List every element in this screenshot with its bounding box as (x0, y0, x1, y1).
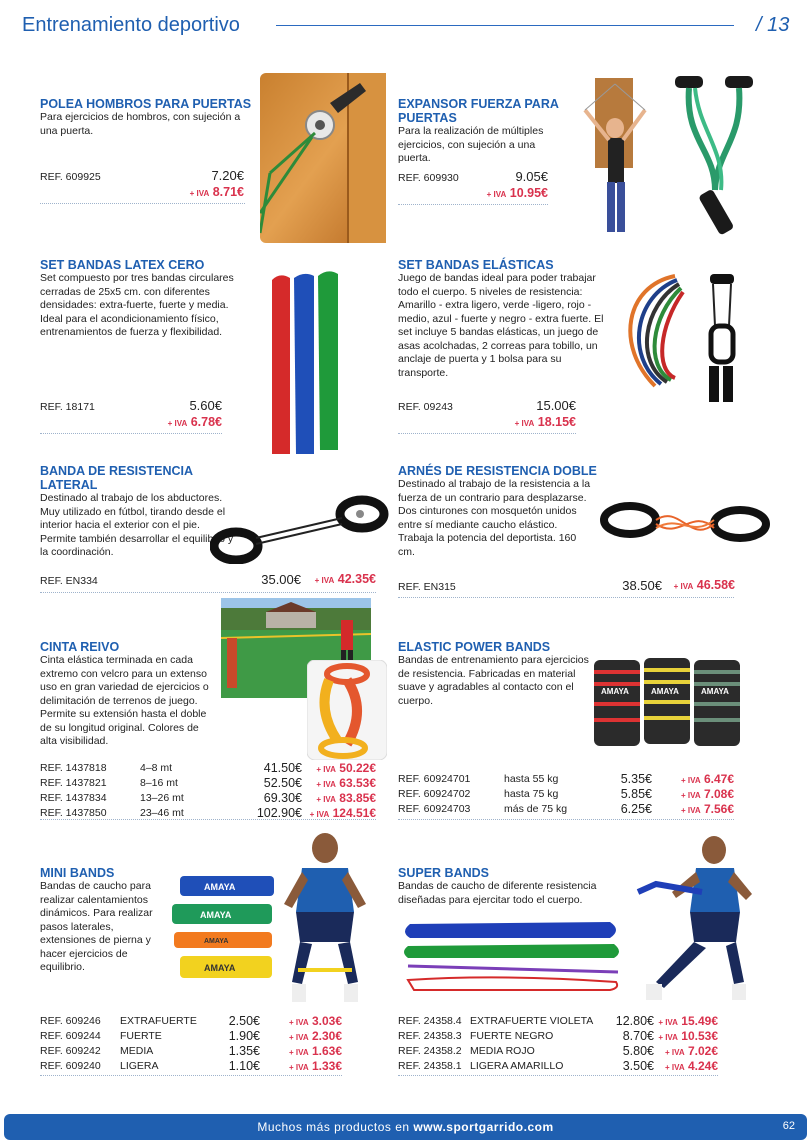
iva-value: 10.53€ (681, 1028, 718, 1043)
divider (40, 819, 376, 820)
product-price-iva (160, 185, 244, 199)
page-footer (4, 1114, 807, 1140)
product-name: SET BANDAS ELÁSTICAS (398, 258, 554, 272)
product-price-iva (302, 760, 376, 775)
product-price-iva (140, 415, 222, 429)
iva-label: + IVA (288, 1047, 309, 1057)
product-super-bands (398, 866, 618, 907)
product-ref: REF. 1437850 (40, 806, 107, 819)
product-ref: REF. 609244 (40, 1029, 101, 1042)
product-price: 15.00€ (536, 398, 576, 413)
product-power-bands (398, 640, 596, 708)
product-price-iva (260, 1058, 342, 1073)
divider (398, 1075, 718, 1076)
product-price: 38.50€ (622, 578, 662, 593)
product-variant: EXTRAFUERTE VIOLETA (470, 1014, 594, 1027)
product-name: ELASTIC POWER BANDS (398, 640, 551, 654)
iva-label: + IVA (167, 419, 188, 428)
product-price: 5.80€ (622, 1043, 654, 1058)
product-variant: FUERTE NEGRO (470, 1029, 554, 1042)
product-name: SUPER BANDS (398, 866, 489, 880)
price-row (398, 771, 734, 786)
price-row (398, 1058, 718, 1073)
product-ref: REF. EN315 (398, 581, 456, 593)
product-variant: MEDIA (120, 1044, 154, 1057)
product-price: 52.50€ (263, 775, 302, 790)
product-description: Destinado al trabajo de la resistencia a la fuerza de un contrario para desplazarse. Dos cinturones con mosquetón unidos entre sí mediante caucho elástico. Trabaja la potencia del deportista. 160 cm. (398, 478, 591, 558)
iva-label: + IVA (288, 1017, 309, 1027)
product-price-iva (652, 786, 734, 801)
divider (398, 819, 734, 820)
iva-value: 83.85€ (339, 790, 376, 805)
product-price-iva (302, 805, 376, 820)
price-row (398, 1013, 718, 1028)
iva-label: + IVA (664, 1062, 685, 1072)
iva-value: 7.08€ (703, 786, 734, 801)
divider (398, 597, 734, 598)
product-name: BANDA DE RESISTENCIA LATERAL (40, 464, 193, 492)
product-price-iva (654, 1043, 718, 1058)
product-price-iva (462, 186, 548, 200)
iva-value: 8.71€ (212, 185, 244, 199)
product-description: Bandas de caucho para realizar calentamientos dinámicos. Para realizar pasos laterales, extensiones de pierna y hacer ejercicios de equilibrio. (40, 880, 153, 973)
product-variant: MEDIA ROJO (470, 1044, 535, 1057)
iva-value: 1.33€ (311, 1058, 342, 1073)
product-variant: 4–8 mt (140, 761, 173, 774)
product-mini-bands (40, 866, 170, 975)
footer-text (4, 1120, 807, 1134)
product-ref: REF. 24358.1 (398, 1059, 462, 1072)
iva-value: 10.95€ (509, 186, 548, 200)
iva-label: + IVA (658, 1017, 678, 1027)
divider (40, 433, 222, 434)
product-description: Destinado al trabajo de los abductores. Muy utilizado en fútbol, tirando desde el interior hacia el exterior con el pie. Permite también desarrollar el equilibrio y la coordinación. (40, 492, 234, 558)
iva-value: 4.24€ (687, 1058, 718, 1073)
price-row (398, 801, 734, 816)
brand-logo-text: AMAYA (200, 910, 232, 920)
product-price-iva (302, 790, 376, 805)
divider (40, 592, 376, 593)
product-price-iva (260, 1013, 342, 1028)
price-row (40, 1043, 342, 1058)
product-ref: REF. 60924703 (398, 802, 471, 815)
lateral-band-image (210, 494, 390, 564)
product-description: Juego de bandas ideal para poder trabajar todo el cuerpo. 5 niveles de resistencia: Amarillo - extra ligero, verde -ligero, rojo - medio, azul - fuerte y negro - extra fuerte. El set incluye 5 bandas elásticas, un juego de asas acolchadas, 2 correas para tobillo, un anclaje de puerta y 1 bolsa para su transporte. (398, 272, 604, 379)
product-variant: 13–26 mt (140, 791, 184, 804)
iva-value: 3.03€ (311, 1013, 342, 1028)
price-row (398, 1043, 718, 1058)
product-price: 5.60€ (189, 398, 222, 413)
product-ref: REF. 18171 (40, 401, 95, 413)
product-description: Para la realización de múltiples ejercicios, con sujeción a una puerta. (398, 125, 544, 164)
product-name: SET BANDAS LATEX CERO (40, 258, 205, 272)
product-description: Bandas de entrenamiento para ejercicios de resistencia. Fabricadas en material suave y agradables al contacto con el cuerpo. (398, 654, 589, 707)
power-bands-price-table (398, 771, 734, 816)
iva-value: 2.30€ (311, 1028, 342, 1043)
product-price-iva (260, 1043, 342, 1058)
footer-prefix: Muchos más productos en (257, 1120, 414, 1134)
iva-value: 15.49€ (681, 1013, 718, 1028)
price-row (40, 760, 376, 775)
power-bands-image (594, 656, 746, 748)
product-ref: REF. 609240 (40, 1059, 101, 1072)
product-variant: EXTRAFUERTE (120, 1014, 197, 1027)
product-name: EXPANSOR FUERZA PARA PUERTAS (398, 97, 559, 125)
reivo-band-image (307, 660, 387, 760)
iva-label: + IVA (316, 794, 336, 804)
product-description: Cinta elástica terminada en cada extremo con velcro para un extenso uso en gran variedad de ejercicios o delimitación de terrenos de juego. Permite su extensión hasta el doble de su longitud original. Colores de alta visibilidad. (40, 654, 209, 747)
product-name: ARNÉS DE RESISTENCIA DOBLE (398, 464, 597, 478)
product-variant: hasta 55 kg (504, 772, 559, 785)
iva-value: 18.15€ (537, 415, 576, 429)
brand-logo-text: AMAYA (601, 687, 629, 696)
mini-bands-price-table (40, 1013, 342, 1073)
iva-value: 7.56€ (703, 801, 734, 816)
iva-value: 50.22€ (339, 760, 376, 775)
product-ref: REF. 24358.4 (398, 1014, 462, 1027)
product-price-iva (302, 775, 376, 790)
product-variant: FUERTE (120, 1029, 162, 1042)
product-price: 2.50€ (228, 1013, 260, 1028)
super-bands-athlete-image (636, 832, 756, 1007)
product-ref: REF. 1437821 (40, 776, 107, 789)
brand-logo-text: AMAYA (701, 687, 729, 696)
iva-label: + IVA (316, 779, 336, 789)
product-name: MINI BANDS (40, 866, 115, 880)
product-price: 1.90€ (228, 1028, 260, 1043)
product-price: 7.20€ (211, 168, 244, 183)
iva-value: 63.53€ (339, 775, 376, 790)
product-price: 35.00€ (261, 572, 301, 587)
brand-logo-text: AMAYA (204, 963, 236, 973)
product-ref: REF. 24358.2 (398, 1044, 462, 1057)
iva-value: 46.58€ (696, 578, 735, 592)
arnes-image (600, 494, 770, 554)
product-variant: 8–16 mt (140, 776, 178, 789)
latex-bands-image (268, 268, 343, 458)
product-ref: REF. EN334 (40, 575, 98, 587)
iva-label: + IVA (309, 809, 330, 819)
product-elasticas (398, 258, 613, 380)
product-price: 5.35€ (620, 771, 652, 786)
product-latex (40, 258, 255, 340)
product-price: 6.25€ (620, 801, 652, 816)
product-price-iva (260, 1028, 342, 1043)
product-price-iva (304, 572, 376, 586)
brand-logo-text: AMAYA (204, 938, 229, 945)
reivo-price-table (40, 760, 376, 820)
product-price: 12.80€ (615, 1013, 654, 1028)
section-title: Entrenamiento deportivo (22, 14, 240, 36)
product-price: 1.35€ (228, 1043, 260, 1058)
product-ref: REF. 1437834 (40, 791, 107, 804)
product-name: CINTA REIVO (40, 640, 120, 654)
super-bands-price-table (398, 1013, 718, 1073)
iva-label: + IVA (486, 190, 507, 199)
iva-label: + IVA (314, 576, 335, 585)
product-ref: REF. 60924702 (398, 787, 471, 800)
price-row (40, 1028, 342, 1043)
brand-logo-text: AMAYA (651, 687, 679, 696)
product-price: 102.90€ (256, 805, 302, 820)
product-price-iva (654, 1028, 718, 1043)
product-ref: REF. 24358.3 (398, 1029, 462, 1042)
iva-value: 1.63€ (311, 1043, 342, 1058)
iva-label: + IVA (288, 1032, 309, 1042)
brand-logo-text: AMAYA (204, 882, 236, 892)
iva-label: + IVA (514, 419, 535, 428)
iva-label: + IVA (316, 764, 336, 774)
divider (40, 203, 245, 204)
iva-label: + IVA (189, 189, 210, 198)
price-row (40, 1013, 342, 1028)
product-price-iva (652, 771, 734, 786)
iva-value: 124.51€ (332, 805, 376, 820)
iva-value: 42.35€ (337, 572, 376, 586)
iva-label: + IVA (680, 775, 701, 785)
iva-label: + IVA (664, 1047, 685, 1057)
page-header (0, 0, 811, 56)
price-row (398, 1028, 718, 1043)
iva-label: + IVA (680, 805, 701, 815)
product-price-iva (654, 1058, 718, 1073)
price-row (40, 1058, 342, 1073)
divider (398, 204, 548, 205)
product-ref: REF. 609242 (40, 1044, 101, 1057)
product-ref: REF. 09243 (398, 401, 453, 413)
product-ref: REF. 60924701 (398, 772, 471, 785)
product-description: Set compuesto por tres bandas circulares cerradas de 25x5 cm. con diferentes densidades: extra-fuerte, fuerte y media. Ideal para el acondicionamiento físico, entrenamientos de fuerza y flexibilidad. (40, 272, 234, 338)
price-row (40, 805, 376, 820)
product-variant: LIGERA (120, 1059, 159, 1072)
mini-bands-image (170, 872, 280, 982)
product-ref: REF. 609925 (40, 171, 101, 183)
product-description: Bandas de caucho de diferente resistencia diseñadas para ejercitar todo el cuerpo. (398, 880, 597, 906)
product-ref: REF. 1437818 (40, 761, 107, 774)
product-price: 1.10€ (228, 1058, 260, 1073)
product-price-iva (652, 801, 734, 816)
price-row (398, 786, 734, 801)
expansor-product-image (575, 70, 775, 240)
iva-label: + IVA (658, 1032, 678, 1042)
section-page-number: / 13 (756, 14, 790, 36)
footer-website-link[interactable]: www.sportgarrido.com (413, 1120, 554, 1134)
iva-value: 6.78€ (190, 415, 222, 429)
product-variant: 23–46 mt (140, 806, 184, 819)
divider (398, 433, 576, 434)
product-polea (40, 97, 260, 138)
footer-page-number: 62 (782, 1120, 795, 1132)
product-price: 8.70€ (622, 1028, 654, 1043)
iva-label: + IVA (288, 1062, 309, 1072)
product-price-iva (654, 1013, 718, 1028)
product-description: Para ejercicios de hombros, con sujeción a una puerta. (40, 111, 241, 137)
product-variant: hasta 75 kg (504, 787, 559, 800)
super-bands-image (400, 910, 630, 1000)
product-variant: más de 75 kg (504, 802, 568, 815)
header-rule (276, 25, 734, 26)
iva-label: + IVA (673, 582, 694, 591)
iva-value: 6.47€ (703, 771, 734, 786)
product-expansor (398, 97, 568, 166)
divider (40, 1075, 342, 1076)
product-price: 5.85€ (620, 786, 652, 801)
product-reivo (40, 640, 220, 749)
product-ref: REF. 609246 (40, 1014, 101, 1027)
product-price-iva (664, 578, 735, 592)
product-variant: LIGERA AMARILLO (470, 1059, 564, 1072)
product-price-iva (490, 415, 576, 429)
product-price: 69.30€ (263, 790, 302, 805)
price-row (40, 790, 376, 805)
mini-bands-athlete-image (278, 832, 373, 1007)
price-row (40, 775, 376, 790)
elastic-bands-set-image (615, 266, 745, 406)
product-arnes (398, 464, 598, 559)
product-price: 3.50€ (622, 1058, 654, 1073)
iva-label: + IVA (680, 790, 701, 800)
iva-value: 7.02€ (687, 1043, 718, 1058)
product-name: POLEA HOMBROS PARA PUERTAS (40, 97, 252, 111)
polea-product-image (260, 73, 386, 243)
product-price: 41.50€ (263, 760, 302, 775)
product-ref: REF. 609930 (398, 172, 459, 184)
product-price: 9.05€ (515, 169, 548, 184)
